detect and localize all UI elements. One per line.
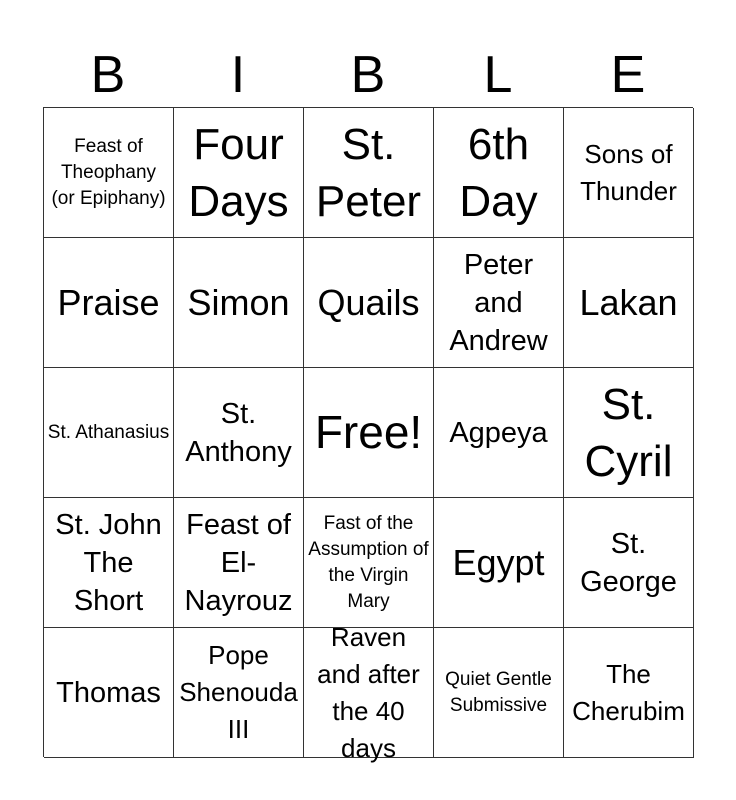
- bingo-cell[interactable]: Feast of El-Nayrouz: [174, 498, 304, 628]
- bingo-cell[interactable]: Lakan: [564, 238, 694, 368]
- header-letter-e: E: [610, 46, 646, 104]
- header-letter-b2: B: [350, 46, 386, 104]
- bingo-cell[interactable]: Feast of Theophany (or Epiphany): [44, 108, 174, 238]
- bingo-cell[interactable]: Thomas: [44, 628, 174, 758]
- bingo-cell[interactable]: The Cherubim: [564, 628, 694, 758]
- bingo-cell[interactable]: Fast of the Assumption of the Virgin Mary: [304, 498, 434, 628]
- header-letter-b: B: [90, 46, 126, 104]
- header-letter-l: L: [483, 46, 513, 104]
- bingo-cell[interactable]: Peter and Andrew: [434, 238, 564, 368]
- bingo-cell[interactable]: St. Peter: [304, 108, 434, 238]
- bingo-cell[interactable]: St. Athanasius: [44, 368, 174, 498]
- bingo-cell[interactable]: 6th Day: [434, 108, 564, 238]
- bingo-cell[interactable]: Sons of Thunder: [564, 108, 694, 238]
- bingo-cell[interactable]: Raven and after the 40 days: [304, 628, 434, 758]
- bingo-cell[interactable]: St. John The Short: [44, 498, 174, 628]
- bingo-cell[interactable]: Quails: [304, 238, 434, 368]
- bingo-cell[interactable]: St. Anthony: [174, 368, 304, 498]
- bingo-cell[interactable]: Four Days: [174, 108, 304, 238]
- bingo-cell[interactable]: Pope Shenouda III: [174, 628, 304, 758]
- bingo-cell[interactable]: St. George: [564, 498, 694, 628]
- bingo-cell[interactable]: Egypt: [434, 498, 564, 628]
- bingo-cell[interactable]: Quiet Gentle Submissive: [434, 628, 564, 758]
- bingo-grid: [43, 107, 693, 763]
- free-space-cell[interactable]: Free!: [304, 368, 434, 498]
- bingo-cell[interactable]: Simon: [174, 238, 304, 368]
- bingo-cell[interactable]: Agpeya: [434, 368, 564, 498]
- bingo-cell[interactable]: St. Cyril: [564, 368, 694, 498]
- bingo-cell[interactable]: Praise: [44, 238, 174, 368]
- header-letter-i: I: [230, 46, 246, 104]
- bingo-header: [43, 42, 693, 108]
